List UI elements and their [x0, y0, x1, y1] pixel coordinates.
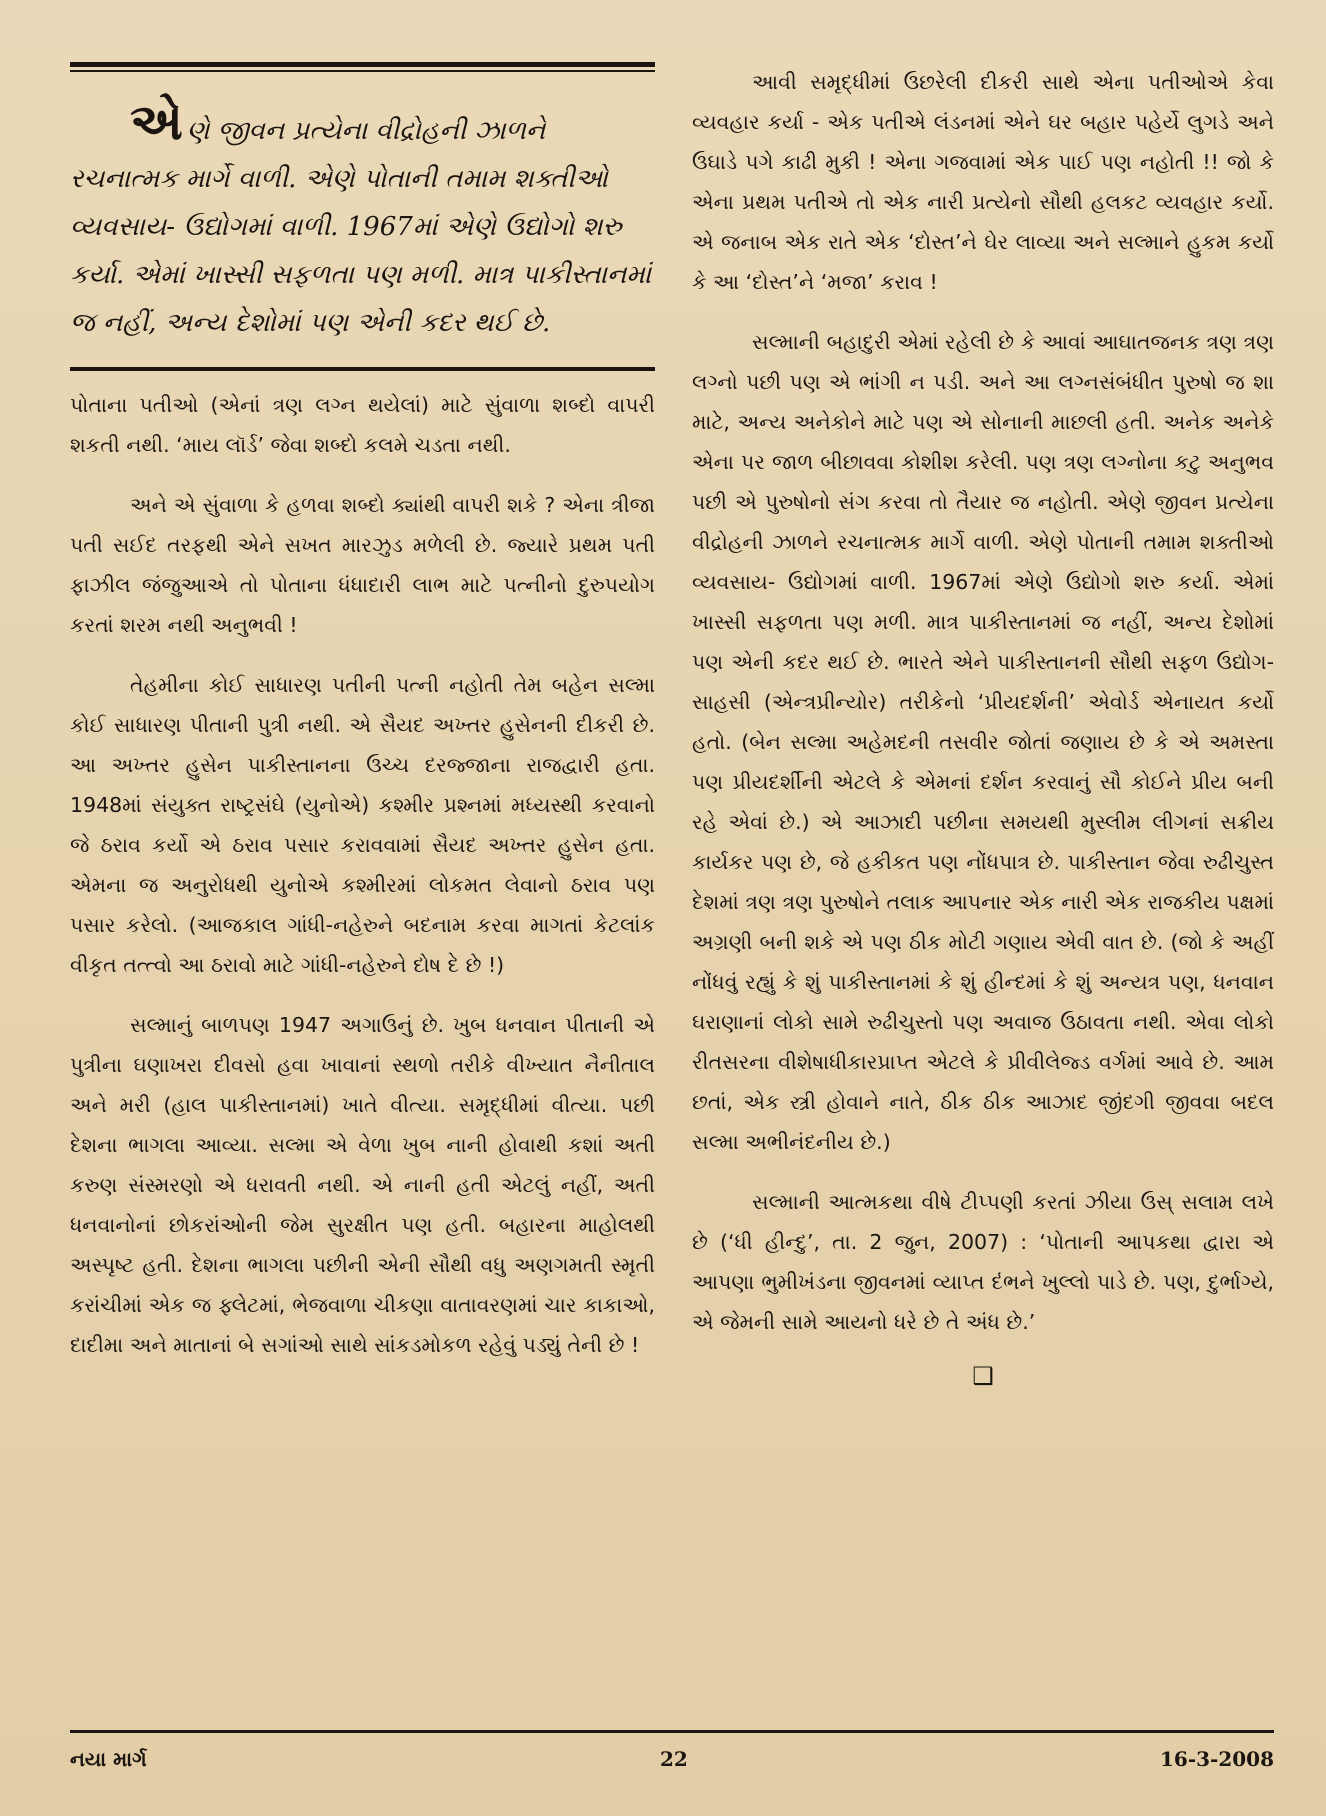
left-paragraph-2: અને એ સુંવાળા કે હળવા શબ્દો ક્યાંથી વાપરી શકે ? એના ત્રીજા પતી સઈદ તરફથી એને સખત મારઝુડ મળેલી છે. જ્યારે પ્રથમ પતી ફાઝીલ જંજુઆએ તો પોતાના ધંધાદારી લાભ માટે પત્નીનો દુરુપયોગ કરતાં શરમ નથી અનુભવી !: [70, 493, 655, 637]
right-paragraph-3: સલ્માની આત્મકથા વીષે ટીપ્પણી કરતાં ઝીયા ઉસ્ સલામ લખે છે (‘ધી હીન્દુ’, તા. 2 જુન, 2007) : ‘પોતાની આપકથા દ્વારા એ આપણા ભુમીખંડના જીવનમાં વ્યાપ્ત દંભને ખુલ્લો પાડે છે. પણ, દુર્ભાગ્યે, એ જેમની સામે આયનો ધરે છે તે અંધ છે.’: [692, 1190, 1274, 1334]
left-paragraph-1: પોતાના પતીઓ (એનાં ત્રણ લગ્ન થયેલાં) માટે સુંવાળા શબ્દો વાપરી શકતી નથી. ‘માય લૉર્ડ’ જેવા શબ્દો કલમે ચડતા નથી.: [70, 393, 655, 457]
pullquote-bottom-rule: [70, 367, 655, 371]
left-column: [70, 62, 655, 1385]
left-paragraph-3: તેહમીના કોઈ સાધારણ પતીની પત્ની નહોતી તેમ બહેન સલ્મા કોઈ સાધારણ પીતાની પુત્રી નથી. એ સૈયદ અખ્તર હુસેનની દીકરી છે. આ અખ્તર હુસેન પાકીસ્તાનના ઉચ્ચ દરજ્જાના રાજદ્વારી હતા. 1948માં સંયુક્ત રાષ્ટ્રસંઘે (યુનોએ) કશ્મીર પ્રશ્નમાં મધ્યસ્થી કરવાનો જે ઠરાવ કર્યો એ ઠરાવ પસાર કરાવવામાં સૈયદ અખ્તર હુસેન હતા. એમના જ અનુરોધથી યુનોએ કશ્મીરમાં લોકમત લેવાનો ઠરાવ પણ પસાર કરેલો. (આજકાલ ગાંધી-નહેરુને બદનામ કરવા માગતાં કેટલાંક વીકૃત તત્ત્વો આ ઠરાવો માટે ગાંધી-નહેરુને દોષ દે છે !): [70, 673, 655, 977]
footer-page-number: 22: [660, 1747, 688, 1771]
left-paragraph-4: સલ્માનું બાળપણ 1947 અગાઉનું છે. ખુબ ધનવાન પીતાની એ પુત્રીના ઘણાખરા દીવસો હવા ખાવાનાં સ્થળો તરીકે વીખ્યાત નૈનીતાલ અને મરી (હાલ પાકીસ્તાનમાં) ખાતે વીત્યા. સમૃદ્ધીમાં વીત્યા. પછી દેશના ભાગલા આવ્યા. સલ્મા એ વેળા ખુબ નાની હોવાથી કશાં અતી કરુણ સંસ્મરણો એ ધરાવતી નથી. એ નાની હતી એટલું નહીં, અતી ધનવાનોનાં છોકરાંઓની જેમ સુરક્ષીત પણ હતી. બહારના માહોલથી અસ્પૃષ્ટ હતી. દેશના ભાગલા પછીની એની સૌથી વધુ અણગમતી સ્મૃતી કરાંચીમાં એક જ ફ્લેટમાં, ભેજવાળા ચીકણા વાતાવરણમાં ચાર કાકાઓ, દાદીમા અને માતાનાં બે સગાંઓ સાથે સાંકડમોકળ રહેવું પડ્યું તેની છે !: [70, 1013, 655, 1357]
right-paragraph-1: આવી સમૃદ્ધીમાં ઉછરેલી દીકરી સાથે એના પતીઓએ કેવા વ્યવહાર કર્યા - એક પતીએ લંડનમાં એને ઘર બહાર પહેર્યે લુગડે અને ઉઘાડે પગે કાઢી મુકી ! એના ગજવામાં એક પાઈ પણ નહોતી !! જો કે એના પ્રથમ પતીએ તો એક નારી પ્રત્યેનો સૌથી હલકટ વ્યવહાર કર્યો. એ જનાબ એક રાતે એક ‘દોસ્ત’ને ઘેર લાવ્યા અને સલ્માને હુકમ કર્યો કે આ ‘દોસ્ત’ને ‘મજા’ કરાવ !: [692, 70, 1274, 294]
footer-publication: નયા માર્ગ: [70, 1747, 147, 1771]
pullquote-dropcap: એ: [130, 92, 183, 151]
footer-date: 16-3-2008: [1159, 1747, 1274, 1771]
pullquote-text: ણે જીવન પ્રત્યેના વીદ્રોહની ઝાળને રચનાત્મક માર્ગે વાળી. એણે પોતાની તમામ શક્તીઓ વ્યવસાય- ઉદ્યોગમાં વાળી. 1967માં એણે ઉદ્યોગો શરુ કર્યા. એમાં ખાસ્સી સફળતા પણ મળી. માત્ર પાકીસ્તાનમાં જ નહીં, અન્ય દેશોમાં પણ એની કદર થઈ છે.: [70, 116, 652, 338]
pullquote: [70, 92, 655, 347]
right-column: [692, 62, 1274, 1390]
pullquote-top-rule: [70, 62, 655, 67]
pullquote-top-rule-thin: [70, 70, 655, 72]
article-end-mark: ❑: [972, 1362, 994, 1390]
page-footer: [70, 1730, 1274, 1771]
right-paragraph-2: સલ્માની બહાદુરી એમાં રહેલી છે કે આવાં આઘાતજનક ત્રણ ત્રણ લગ્નો પછી પણ એ ભાંગી ન પડી. અને આ લગ્નસંબંધીત પુરુષો જ શા માટે, અન્ય અનેકોને માટે પણ એ સોનાની માછલી હતી. અનેક અનેકે એના પર જાળ બીછાવવા કોશીશ કરેલી. પણ ત્રણ લગ્નોના કટુ અનુભવ પછી એ પુરુષોનો સંગ કરવા તો તૈયાર જ નહોતી. એણે જીવન પ્રત્યેના વીદ્રોહની ઝાળને રચનાત્મક માર્ગે વાળી. એણે પોતાની તમામ શક્તીઓ વ્યવસાય- ઉદ્યોગમાં વાળી. 1967માં એણે ઉદ્યોગો શરુ કર્યા. એમાં ખાસ્સી સફળતા પણ મળી. માત્ર પાકીસ્તાનમાં જ નહીં, અન્ય દેશોમાં પણ એની કદર થઈ છે. ભારતે એને પાકીસ્તાનની સૌથી સફળ ઉદ્યોગ-સાહસી (એન્ત્રપ્રીન્યોર) તરીકેનો ‘પ્રીયદર્શની’ એવોર્ડ એનાયત કર્યો હતો. (બેન સલ્મા અહેમદની તસવીર જોતાં જણાય છે કે એ અમસ્તા પણ પ્રીયદર્શીની એટલે કે એમનાં દર્શન કરવાનું સૌ કોઈને પ્રીય બની રહે એવાં છે.) એ આઝાદી પછીના સમયથી મુસ્લીમ લીગનાં સક્રીય કાર્યકર પણ છે, જે હકીકત પણ નોંધપાત્ર છે. પાકીસ્તાન જેવા રુઢીચુસ્ત દેશમાં ત્રણ ત્રણ પુરુષોને તલાક આપનાર એક નારી એક રાજકીય પક્ષમાં અગ્રણી બની શકે એ પણ ઠીક મોટી ગણાય એવી વાત છે. (જો કે અહીં નોંધવું રહ્યું કે શું પાકીસ્તાનમાં કે શું હીન્દમાં કે શું અન્યત્ર પણ, ધનવાન ઘરાણાનાં લોકો સામે રુઢીચુસ્તો પણ અવાજ ઉઠાવતા નથી. એવા લોકો રીતસરના વીશેષાધીકારપ્રાપ્ત એટલે કે પ્રીવીલેજ્ડ વર્ગમાં આવે છે. આમ છતાં, એક સ્ત્રી હોવાને નાતે, ઠીક ઠીક આઝાદ જીંદગી જીવવા બદલ સલ્મા અભીનંદનીય છે.): [692, 330, 1274, 1154]
